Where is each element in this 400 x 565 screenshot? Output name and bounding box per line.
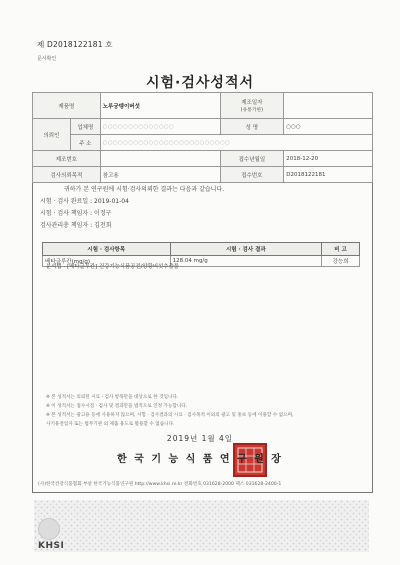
receipt-no-label: 접수번호: [220, 167, 284, 183]
footer-text: (사)한국건강식품협회 부설 한국기능식품연구원 http://www.khsi.re.kr 전화번호 031628-2000 팩스 031628-2400-1: [38, 482, 282, 487]
note-line: ※ 본 성적서는 광고용 등에 사용하지 않으며, 시험 · 검사결과의 시료 · 검사목적 이외의 광고 및 홍보 등에 이용할 수 없으며,: [46, 413, 294, 418]
hologram-band-icon: [34, 500, 369, 552]
client-label: 의뢰인: [33, 119, 71, 151]
analysis-method: 분석법 - [베타글루칸] 건강기능식품공전/양황버섯추출물: [46, 264, 179, 270]
issue-date: 2019년 1월 4일: [166, 434, 234, 443]
intro-text: 귀하가 본 연구원에 시험·검사의뢰한 결과는 다음과 같습니다.: [64, 186, 225, 193]
result-item: 베타글루칸(mg/g): [43, 256, 171, 267]
mfg-date-label: [220, 93, 284, 119]
lot-number: [100, 151, 220, 167]
info-row: [33, 119, 373, 135]
results-header-item: 시험 · 검사항목: [43, 243, 171, 256]
result-value: 128.04 mg/g: [170, 256, 322, 267]
purpose-label: 검사의뢰목적: [33, 167, 101, 183]
lot-label: 제조번호: [33, 151, 101, 167]
note-line: ※ 본 성적서는 의뢰된 시료 · 검사 항목만을 대상으로 한 것입니다.: [46, 395, 179, 400]
organization-name: 한 국 기 능 식 품 연 구 원 장: [117, 454, 283, 465]
sample-name: 노루궁뎅이버섯: [100, 93, 220, 119]
company-label: 업체명: [70, 119, 100, 135]
results-header-result: 시험 · 검사 결과: [170, 243, 322, 256]
purpose-value: 참고용: [100, 167, 220, 183]
note-line: ※ 이 성적서는 접수시점 · 검사 및 결과만을 법적으로 인정 가능합니다.: [46, 404, 188, 409]
client-name: ○○○: [284, 119, 373, 135]
results-header-note: 비 고: [322, 243, 360, 256]
received-date: 2018-12-20: [284, 151, 373, 167]
mfg-date-label-sub: (유통기한): [240, 108, 263, 113]
address-label: 주 소: [70, 135, 100, 151]
info-row: [33, 135, 373, 151]
client-address: ○○○○○○○○○○○○○○○○○○○○○○○○○: [100, 135, 372, 151]
result-note: 강능희: [322, 256, 360, 267]
company-name: ○○○○○○○○○○○○○○: [100, 119, 220, 135]
test-manager: 시험 · 검사 책임자 : 이정구: [40, 210, 112, 217]
khsi-hologram-icon: [38, 518, 60, 540]
page-title: 시험·검사성적서: [146, 75, 254, 91]
completion-date: 시험 · 검사 완료일 : 2019-01-04: [40, 198, 129, 205]
document-kind: 문서확인: [37, 56, 57, 62]
receipt-number: D2018122181: [284, 167, 373, 183]
info-row: [33, 93, 373, 119]
info-table: [32, 92, 373, 183]
name-label: 성 명: [220, 119, 284, 135]
mfg-date-label-text: 제조일자: [241, 100, 263, 106]
note-line: 사기용전업자 또는 법무기관 외 제출 용도로 활용할 수 없습니다.: [46, 422, 175, 427]
info-row: [33, 167, 373, 183]
received-label: 접수년월일: [220, 151, 284, 167]
general-manager: 검사관리총 책임자 : 김천회: [40, 222, 112, 229]
mfg-date: [284, 93, 373, 119]
khsi-logo: KHSI: [38, 541, 65, 551]
results-header-row: [43, 243, 360, 256]
sample-name-label: 제품명: [33, 93, 101, 119]
document-number: 제 D2018122181 호: [37, 40, 113, 49]
info-row: [33, 151, 373, 167]
